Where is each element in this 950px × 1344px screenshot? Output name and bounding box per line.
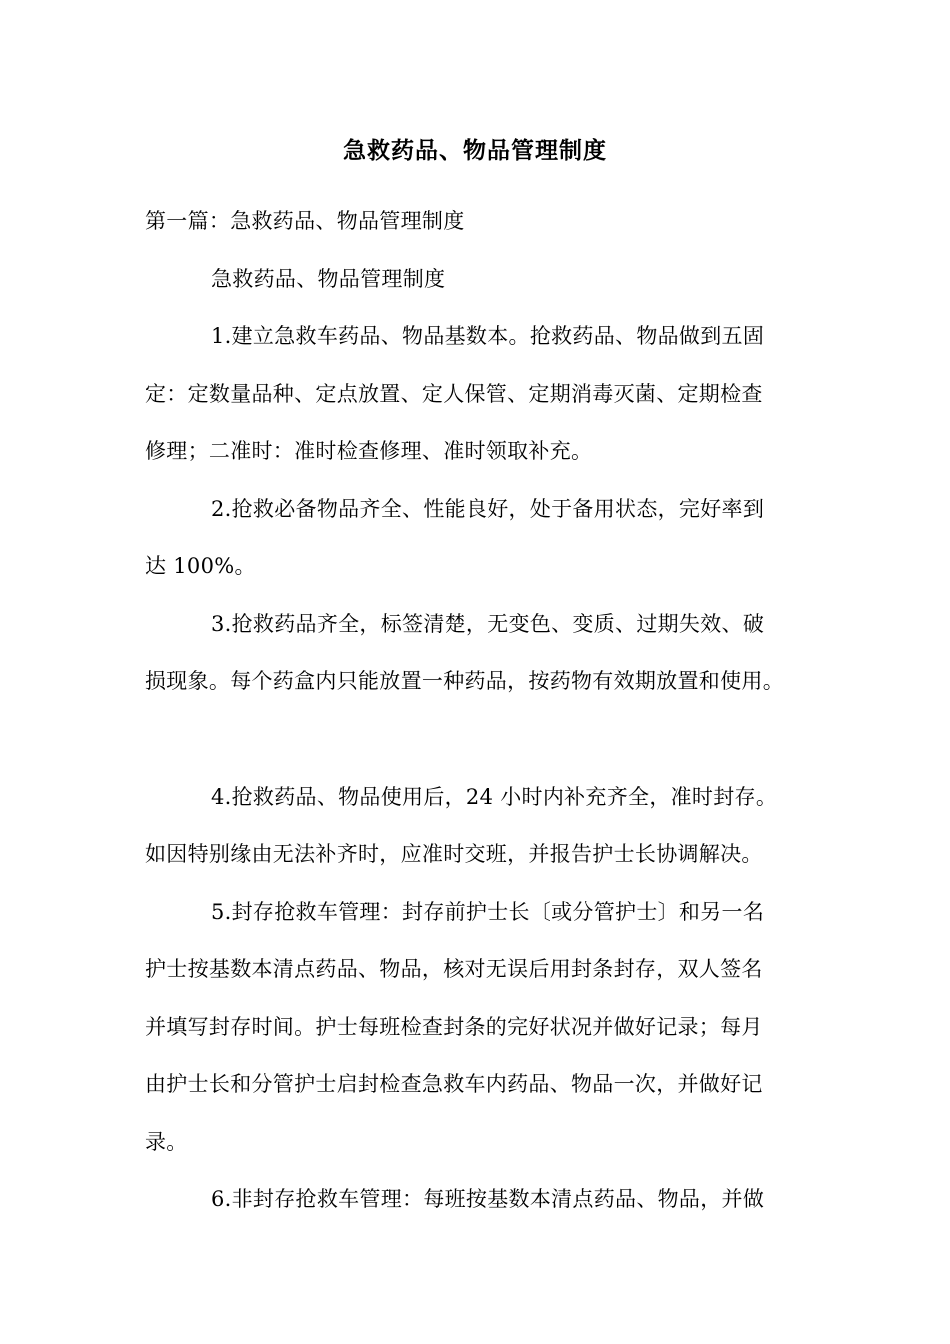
- paragraph-line: 6.非封存抢救车管理：每班按基数本清点药品、物品，并做: [211, 1187, 765, 1211]
- paragraph-line: 4.抢救药品、物品使用后，24 小时内补充齐全，准时封存。: [211, 785, 778, 809]
- paragraph-line: 3.抢救药品齐全，标签清楚，无变色、变质、过期失效、破: [211, 612, 765, 636]
- paragraph-line: 5.封存抢救车管理：封存前护士长〔或分管护士〕和另一名: [211, 900, 765, 924]
- subsection-heading: 急救药品、物品管理制度: [211, 267, 446, 291]
- paragraph-line: 并填写封存时间。护士每班检查封条的完好状况并做好记录；每月: [145, 1015, 763, 1039]
- paragraph-line: 由护士长和分管护士启封检查急救车内药品、物品一次，并做好记: [145, 1072, 763, 1096]
- paragraph-line: 修理；二准时：准时检查修理、准时领取补充。: [145, 439, 593, 463]
- paragraph-line: 护士按基数本清点药品、物品，核对无误后用封条封存，双人签名: [145, 957, 763, 981]
- paragraph-line: 如因特别缘由无法补齐时，应准时交班，并报告护士长协调解决。: [145, 842, 763, 866]
- paragraph-line: 定：定数量品种、定点放置、定人保管、定期消毒灭菌、定期检查: [145, 382, 763, 406]
- paragraph-line: 达 100%。: [145, 554, 256, 578]
- section-heading: 第一篇：急救药品、物品管理制度: [145, 209, 465, 233]
- paragraph-line: 录。: [145, 1130, 188, 1154]
- paragraph-line: 损现象。每个药盒内只能放置一种药品，按药物有效期放置和使用。: [145, 669, 784, 693]
- paragraph-line: 2.抢救必备物品齐全、性能良好，处于备用状态，完好率到: [211, 497, 765, 521]
- document-title: 急救药品、物品管理制度: [343, 138, 607, 164]
- paragraph-line: 1.建立急救车药品、物品基数本。抢救药品、物品做到五固: [211, 324, 765, 348]
